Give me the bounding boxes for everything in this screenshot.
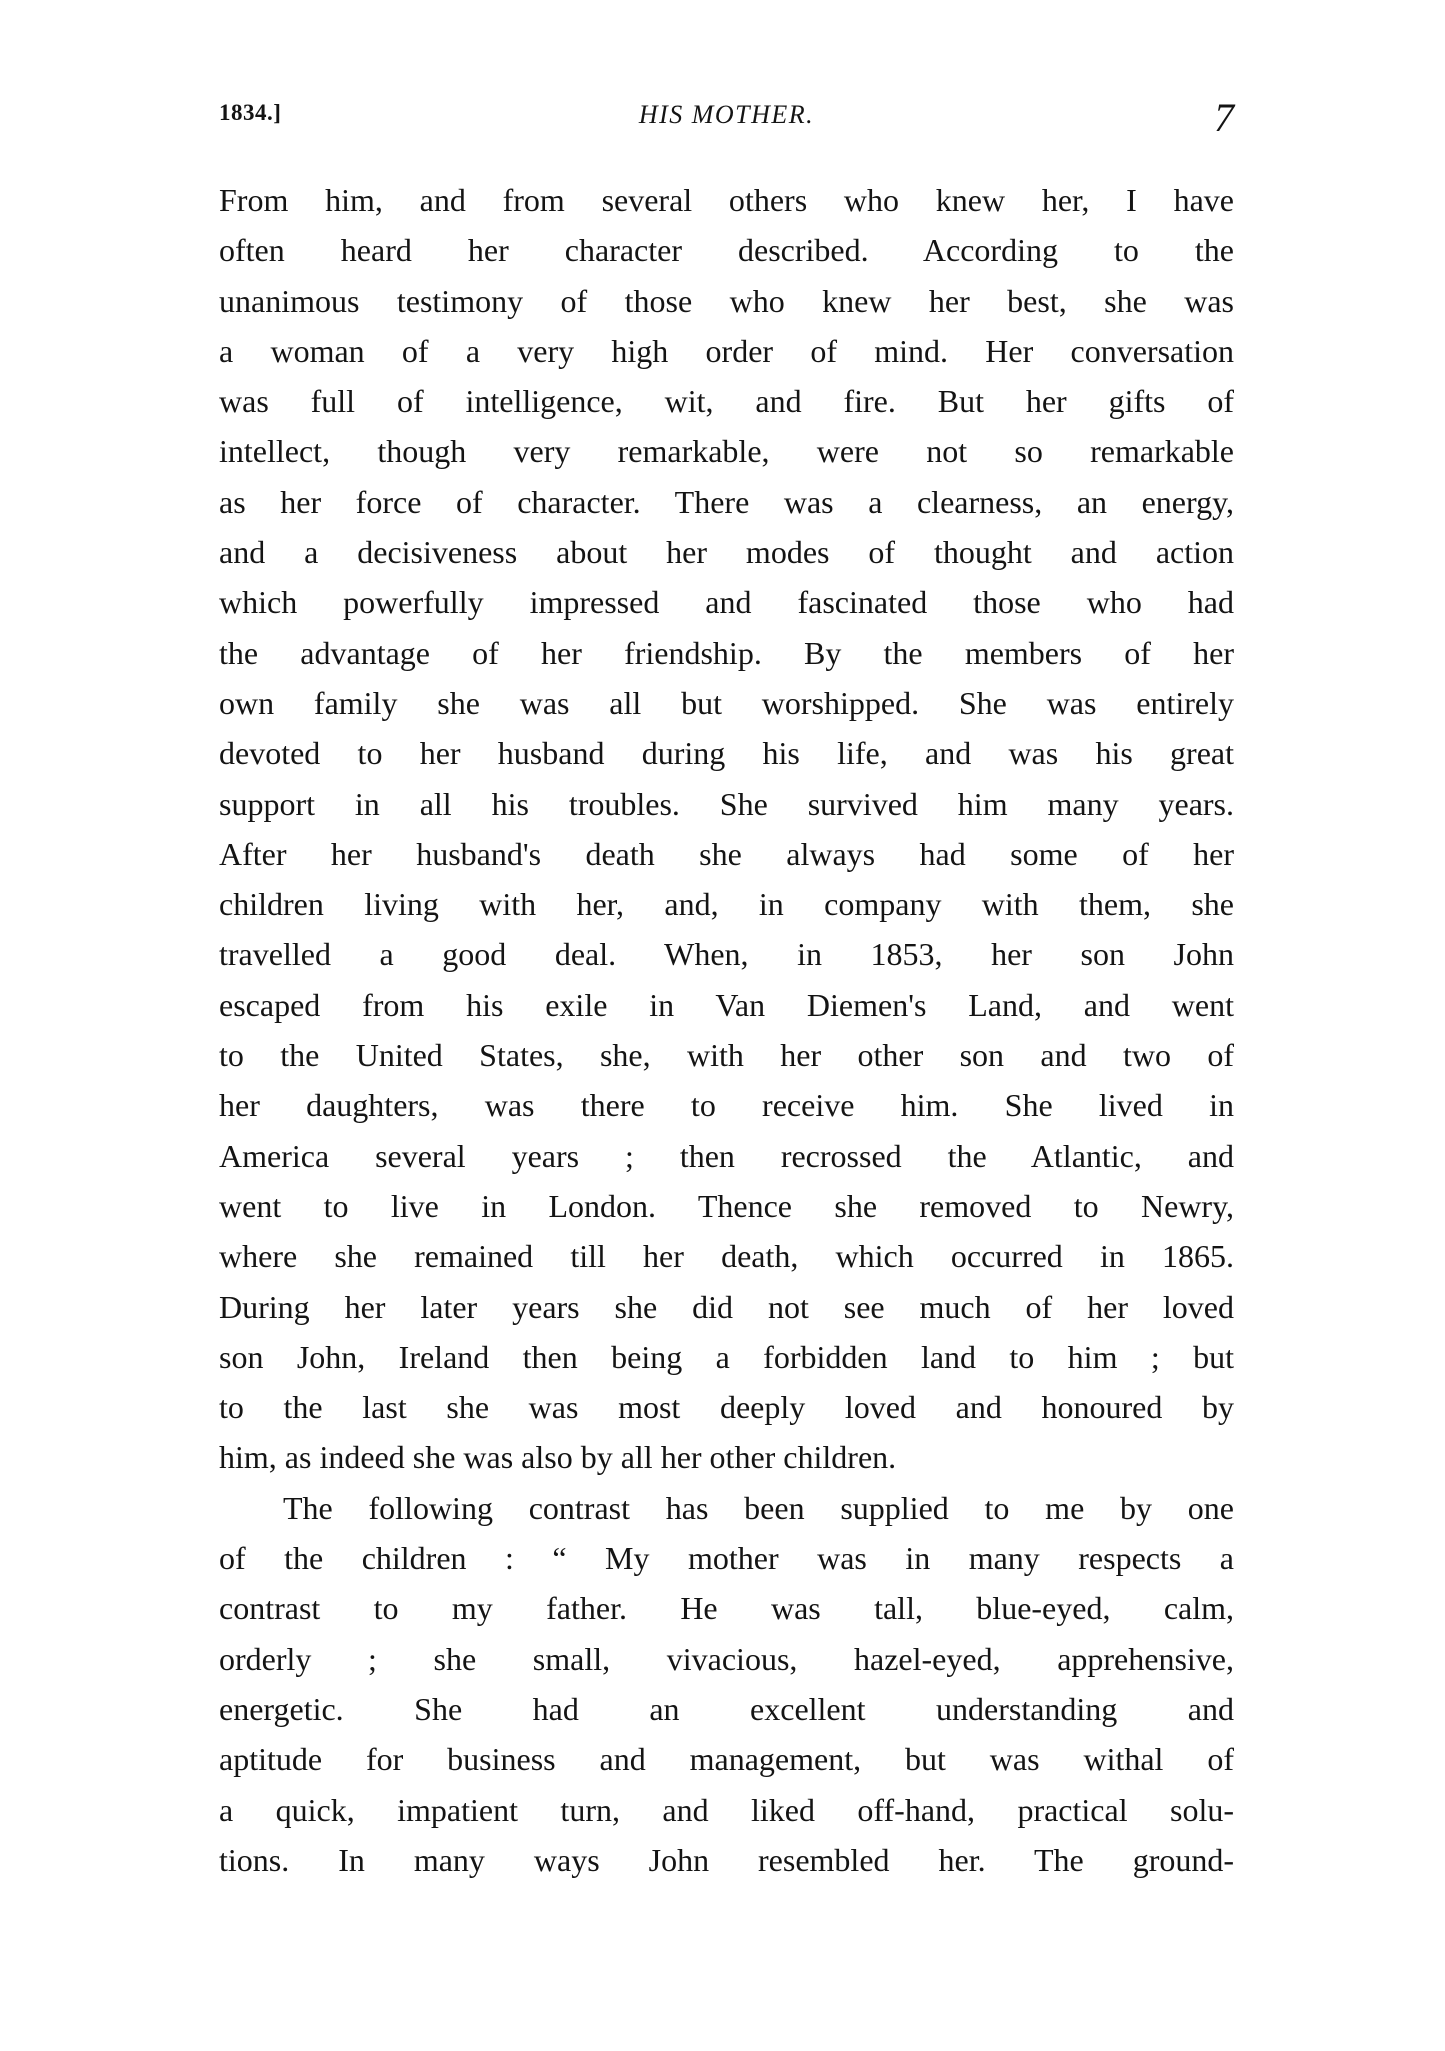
text-line: energetic. She had an excellent understanding and: [219, 1690, 1234, 1727]
text-line: to the United States, she, with her other son and two of: [219, 1037, 1234, 1074]
text-line: and a decisiveness about her modes of thought and action: [219, 534, 1234, 571]
text-line: During her later years she did not see much of her loved: [219, 1288, 1234, 1325]
text-line: as her force of character. There was a clearness, an energy,: [219, 483, 1234, 520]
running-head: [219, 96, 1234, 140]
text-line: son John, Ireland then being a forbidden land to him ; but: [219, 1338, 1234, 1375]
running-head-year: 1834.]: [219, 100, 282, 125]
text-line: travelled a good deal. When, in 1853, her son John: [219, 936, 1234, 973]
text-line: to the last she was most deeply loved and honoured by: [219, 1389, 1234, 1426]
text-line: children living with her, and, in company with them, she: [219, 886, 1234, 923]
text-line: contrast to my father. He was tall, blue-eyed, calm,: [219, 1590, 1234, 1627]
text-line: a woman of a very high order of mind. Her conversation: [219, 332, 1234, 369]
text-line: which powerfully impressed and fascinated those who had: [219, 584, 1234, 621]
text-line: After her husband's death she always had some of her: [219, 835, 1234, 872]
text-line: America several years ; then recrossed the Atlantic, and: [219, 1137, 1234, 1174]
body-text: [219, 175, 1234, 1885]
text-line: From him, and from several others who knew her, I have: [219, 182, 1234, 218]
text-line: support in all his troubles. She survived him many years.: [219, 785, 1234, 822]
text-line: the advantage of her friendship. By the members of her: [219, 634, 1234, 671]
page-number: 7: [1214, 95, 1234, 140]
running-head-title: HIS MOTHER.: [638, 100, 815, 129]
text-line: her daughters, was there to receive him. She lived in: [219, 1087, 1234, 1124]
text-line: often heard her character described. According to the: [219, 232, 1234, 269]
text-line: intellect, though very remarkable, were not so remarkable: [219, 433, 1234, 470]
text-line: aptitude for business and management, but was withal of: [219, 1741, 1234, 1778]
text-line: tions. In many ways John resembled her. The ground-: [219, 1841, 1234, 1878]
text-line: own family she was all but worshipped. She was entirely: [219, 684, 1234, 721]
text-line: where she remained till her death, which occurred in 1865.: [219, 1238, 1234, 1275]
text-line: went to live in London. Thence she removed to Newry,: [219, 1187, 1234, 1224]
text-line: unanimous testimony of those who knew her best, she was: [219, 282, 1234, 319]
text-line: The following contrast has been supplied to me by one: [283, 1489, 1234, 1526]
text-line: was full of intelligence, wit, and fire. But her gifts of: [219, 383, 1234, 420]
text-line: a quick, impatient turn, and liked off-hand, practical solu-: [219, 1791, 1234, 1828]
text-line: devoted to her husband during his life, and was his great: [219, 735, 1234, 772]
text-line: orderly ; she small, vivacious, hazel-eyed, apprehensive,: [219, 1640, 1234, 1677]
text-line: of the children : “ My mother was in many respects a: [219, 1540, 1234, 1577]
text-line: him, as indeed she was also by all her other children.: [219, 1439, 897, 1476]
text-line: escaped from his exile in Van Diemen's Land, and went: [219, 986, 1234, 1023]
